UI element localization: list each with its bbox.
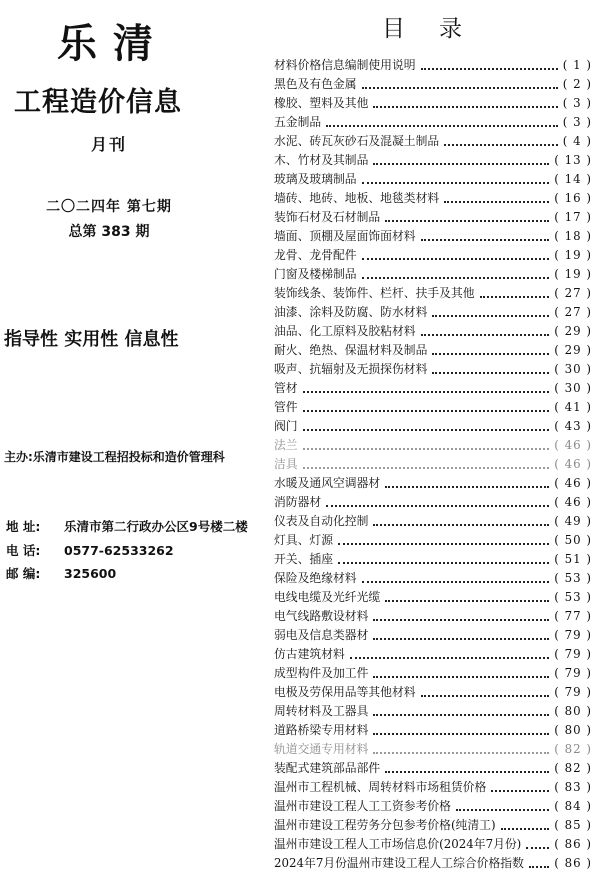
toc-entry[interactable]	[274, 835, 592, 854]
toc-entry[interactable]	[274, 208, 592, 227]
table-of-contents	[262, 0, 600, 879]
toc-entry-page: ( 79 )	[554, 647, 592, 661]
toc-entry-title: 装配式建筑部品部件	[274, 761, 381, 775]
toc-entry-page: ( 50 )	[554, 533, 592, 547]
toc-entry[interactable]	[274, 797, 592, 816]
toc-entry-page: ( 29 )	[554, 343, 592, 357]
total-issue-number: 总第 383 期	[68, 224, 150, 240]
toc-dot-leader	[326, 505, 549, 507]
toc-entry-title: 温州市建设工程人工工资参考价格	[274, 799, 451, 813]
toc-entry-title: 墙砖、地砖、地板、地毯类材料	[274, 191, 440, 205]
toc-entry-page: ( 30 )	[554, 381, 592, 395]
toc-entry-page: ( 77 )	[554, 609, 592, 623]
toc-entry[interactable]	[274, 778, 592, 797]
toc-entry-title: 门窗及楼梯制品	[274, 267, 357, 281]
phone-value: 0577-62533262	[64, 543, 174, 558]
toc-entry-title: 仪表及自动化控制	[274, 514, 369, 528]
toc-dot-leader	[501, 828, 550, 830]
toc-heading: 目录	[382, 16, 496, 42]
toc-dot-leader	[421, 68, 558, 70]
toc-entry[interactable]	[274, 721, 592, 740]
toc-entry-page: ( 46 )	[554, 495, 592, 509]
toc-entry[interactable]	[274, 493, 592, 512]
toc-entry-page: ( 49 )	[554, 514, 592, 528]
toc-entry-title: 温州市建设工程人工市场信息价(2024年7月份)	[274, 837, 522, 851]
toc-entry-page: ( 80 )	[554, 723, 592, 737]
toc-dot-leader	[373, 106, 557, 108]
toc-entry-title: 电气线路敷设材料	[274, 609, 369, 623]
toc-entry-page: ( 83 )	[554, 780, 592, 794]
toc-entry-page: ( 4 )	[562, 134, 592, 148]
toc-entry-title: 油漆、涂料及防腐、防水材料	[274, 305, 428, 319]
toc-entry-page: ( 79 )	[554, 666, 592, 680]
toc-dot-leader	[303, 410, 550, 412]
toc-entry[interactable]	[274, 455, 592, 474]
toc-entry-title: 轨道交通专用材料	[274, 742, 369, 756]
toc-entry-title: 管件	[274, 400, 298, 414]
toc-entry-page: ( 84 )	[554, 799, 592, 813]
toc-entry-title: 洁具	[274, 457, 298, 471]
toc-entry[interactable]	[274, 170, 592, 189]
toc-entry-page: ( 16 )	[554, 191, 592, 205]
postcode-line	[6, 564, 116, 582]
toc-entry-page: ( 17 )	[554, 210, 592, 224]
toc-entry-title: 五金制品	[274, 115, 322, 129]
toc-entry-title: 装饰石材及石材制品	[274, 210, 381, 224]
toc-entry[interactable]	[274, 664, 592, 683]
issue-number: 二〇二四年 第七期	[46, 199, 172, 215]
toc-entry-title: 灯具、灯源	[274, 533, 333, 547]
toc-list	[274, 56, 592, 873]
toc-entry[interactable]	[274, 341, 592, 360]
toc-dot-leader	[373, 524, 549, 526]
toc-entry-title: 消防器材	[274, 495, 322, 509]
toc-entry[interactable]	[274, 113, 592, 132]
toc-entry-title: 道路桥梁专用材料	[274, 723, 369, 737]
toc-entry-page: ( 2 )	[562, 77, 592, 91]
toc-entry[interactable]	[274, 94, 592, 113]
phone-label: 电 话:	[6, 543, 41, 558]
toc-entry[interactable]	[274, 265, 592, 284]
toc-entry[interactable]	[274, 816, 592, 835]
toc-dot-leader	[338, 543, 549, 545]
toc-dot-leader	[444, 144, 558, 146]
toc-dot-leader	[432, 353, 549, 355]
toc-entry[interactable]	[274, 398, 592, 417]
toc-entry-page: ( 46 )	[554, 457, 592, 471]
toc-entry-title: 橡胶、塑料及其他	[274, 96, 369, 110]
toc-entry[interactable]	[274, 531, 592, 550]
toc-dot-leader	[526, 847, 549, 849]
toc-entry-page: ( 79 )	[554, 685, 592, 699]
toc-entry-page: ( 79 )	[554, 628, 592, 642]
toc-dot-leader	[303, 391, 550, 393]
toc-entry[interactable]	[274, 740, 592, 759]
toc-entry[interactable]	[274, 132, 592, 151]
toc-entry[interactable]	[274, 645, 592, 664]
toc-entry-page: ( 29 )	[554, 324, 592, 338]
toc-dot-leader	[444, 201, 549, 203]
slogan: 指导性 实用性 信息性	[4, 329, 179, 350]
toc-entry-title: 阀门	[274, 419, 298, 433]
toc-entry-title: 黑色及有色金属	[274, 77, 357, 91]
toc-entry-title: 材料价格信息编制使用说明	[274, 58, 416, 72]
toc-entry[interactable]	[274, 569, 592, 588]
toc-entry-title: 弱电及信息类器材	[274, 628, 369, 642]
toc-dot-leader	[373, 733, 549, 735]
toc-entry-title: 装饰线条、装饰件、栏杆、扶手及其他	[274, 286, 475, 300]
toc-dot-leader	[432, 315, 549, 317]
toc-entry-page: ( 27 )	[554, 286, 592, 300]
toc-entry-page: ( 14 )	[554, 172, 592, 186]
toc-entry[interactable]	[274, 854, 592, 873]
toc-entry-page: ( 82 )	[554, 742, 592, 756]
toc-entry-title: 温州市建设工程劳务分包参考价格(纯清工)	[274, 818, 496, 832]
toc-entry[interactable]	[274, 436, 592, 455]
toc-entry-page: ( 46 )	[554, 476, 592, 490]
toc-entry-page: ( 46 )	[554, 438, 592, 452]
toc-dot-leader	[456, 809, 549, 811]
toc-entry-page: ( 19 )	[554, 248, 592, 262]
cover-panel	[0, 0, 262, 879]
toc-entry[interactable]	[274, 588, 592, 607]
toc-dot-leader	[385, 771, 549, 773]
toc-entry-title: 木、竹材及其制品	[274, 153, 369, 167]
toc-entry-title: 玻璃及玻璃制品	[274, 172, 357, 186]
toc-entry-page: ( 82 )	[554, 761, 592, 775]
magazine-title: 工程造价信息	[14, 87, 182, 118]
toc-dot-leader	[480, 296, 550, 298]
toc-dot-leader	[421, 334, 550, 336]
toc-entry-title: 成型构件及加工件	[274, 666, 369, 680]
toc-dot-leader	[362, 182, 550, 184]
toc-dot-leader	[529, 866, 549, 868]
toc-dot-leader	[350, 657, 549, 659]
city-name: 乐清	[57, 21, 169, 67]
toc-dot-leader	[362, 581, 550, 583]
toc-entry-title: 龙骨、龙骨配件	[274, 248, 357, 262]
toc-entry[interactable]	[274, 246, 592, 265]
toc-dot-leader	[362, 87, 558, 89]
toc-entry-page: ( 85 )	[554, 818, 592, 832]
toc-entry-title: 水泥、砖瓦灰砂石及混凝土制品	[274, 134, 440, 148]
toc-entry-title: 周转材料及工器具	[274, 704, 369, 718]
toc-entry[interactable]	[274, 683, 592, 702]
toc-entry-title: 电线电缆及光纤光缆	[274, 590, 381, 604]
postcode-label: 邮 编:	[6, 566, 41, 581]
toc-entry[interactable]	[274, 512, 592, 531]
phone-line	[6, 541, 174, 559]
toc-entry-page: ( 80 )	[554, 704, 592, 718]
toc-entry[interactable]	[274, 303, 592, 322]
toc-dot-leader	[385, 486, 549, 488]
toc-dot-leader	[362, 277, 550, 279]
toc-entry-title: 电极及劳保用品等其他材料	[274, 685, 416, 699]
toc-entry-page: ( 53 )	[554, 590, 592, 604]
toc-dot-leader	[373, 638, 549, 640]
toc-dot-leader	[362, 258, 550, 260]
toc-dot-leader	[421, 239, 550, 241]
toc-dot-leader	[373, 676, 549, 678]
toc-dot-leader	[326, 125, 558, 127]
toc-entry[interactable]	[274, 417, 592, 436]
toc-entry-page: ( 3 )	[562, 96, 592, 110]
toc-entry-title: 墙面、顶棚及屋面饰面材料	[274, 229, 416, 243]
toc-entry[interactable]	[274, 626, 592, 645]
toc-entry-title: 开关、插座	[274, 552, 333, 566]
toc-entry-page: ( 51 )	[554, 552, 592, 566]
postcode-value: 325600	[64, 566, 117, 581]
toc-entry[interactable]	[274, 474, 592, 493]
toc-entry-page: ( 1 )	[562, 58, 592, 72]
toc-dot-leader	[373, 619, 549, 621]
toc-entry-title: 耐火、绝热、保温材料及制品	[274, 343, 428, 357]
toc-dot-leader	[338, 562, 549, 564]
toc-entry[interactable]	[274, 227, 592, 246]
address-line	[6, 517, 248, 535]
toc-dot-leader	[303, 448, 550, 450]
toc-entry-title: 2024年7月份温州市建设工程人工综合价格指数	[274, 856, 524, 870]
toc-entry-page: ( 86 )	[554, 837, 592, 851]
periodicity-label: 月刊	[90, 135, 127, 154]
toc-entry[interactable]	[274, 702, 592, 721]
toc-entry[interactable]	[274, 284, 592, 303]
sponsor-line: 主办:乐清市建设工程招投标和造价管理科	[4, 450, 225, 464]
toc-entry-title: 保险及绝缘材料	[274, 571, 357, 585]
toc-dot-leader	[385, 220, 549, 222]
toc-dot-leader	[491, 790, 549, 792]
toc-entry-page: ( 43 )	[554, 419, 592, 433]
toc-entry-title: 管材	[274, 381, 298, 395]
toc-entry[interactable]	[274, 379, 592, 398]
toc-dot-leader	[303, 429, 550, 431]
toc-entry-title: 法兰	[274, 438, 298, 452]
toc-entry[interactable]	[274, 151, 592, 170]
toc-entry-title: 水暖及通风空调器材	[274, 476, 381, 490]
toc-dot-leader	[421, 695, 550, 697]
address-label: 地 址:	[6, 519, 41, 534]
toc-entry-title: 油品、化工原料及胶粘材料	[274, 324, 416, 338]
toc-entry[interactable]	[274, 322, 592, 341]
toc-entry[interactable]	[274, 56, 592, 75]
address-value: 乐清市第二行政办公区9号楼二楼	[64, 519, 248, 534]
toc-dot-leader	[373, 714, 549, 716]
toc-dot-leader	[385, 600, 549, 602]
toc-entry-title: 温州市工程机械、周转材料市场租赁价格	[274, 780, 487, 794]
toc-entry-page: ( 18 )	[554, 229, 592, 243]
toc-entry-page: ( 41 )	[554, 400, 592, 414]
toc-dot-leader	[303, 467, 550, 469]
toc-entry[interactable]	[274, 607, 592, 626]
toc-dot-leader	[432, 372, 549, 374]
toc-entry[interactable]	[274, 75, 592, 94]
toc-dot-leader	[373, 163, 549, 165]
toc-entry-title: 仿古建筑材料	[274, 647, 345, 661]
toc-entry-page: ( 30 )	[554, 362, 592, 376]
toc-entry-page: ( 19 )	[554, 267, 592, 281]
toc-entry[interactable]	[274, 759, 592, 778]
toc-entry[interactable]	[274, 189, 592, 208]
toc-dot-leader	[373, 752, 549, 754]
toc-entry[interactable]	[274, 550, 592, 569]
toc-entry-page: ( 27 )	[554, 305, 592, 319]
toc-entry-page: ( 53 )	[554, 571, 592, 585]
toc-entry[interactable]	[274, 360, 592, 379]
toc-entry-page: ( 3 )	[562, 115, 592, 129]
toc-entry-page: ( 13 )	[554, 153, 592, 167]
toc-entry-title: 吸声、抗辐射及无损探伤材料	[274, 362, 428, 376]
toc-entry-page: ( 86 )	[554, 856, 592, 870]
